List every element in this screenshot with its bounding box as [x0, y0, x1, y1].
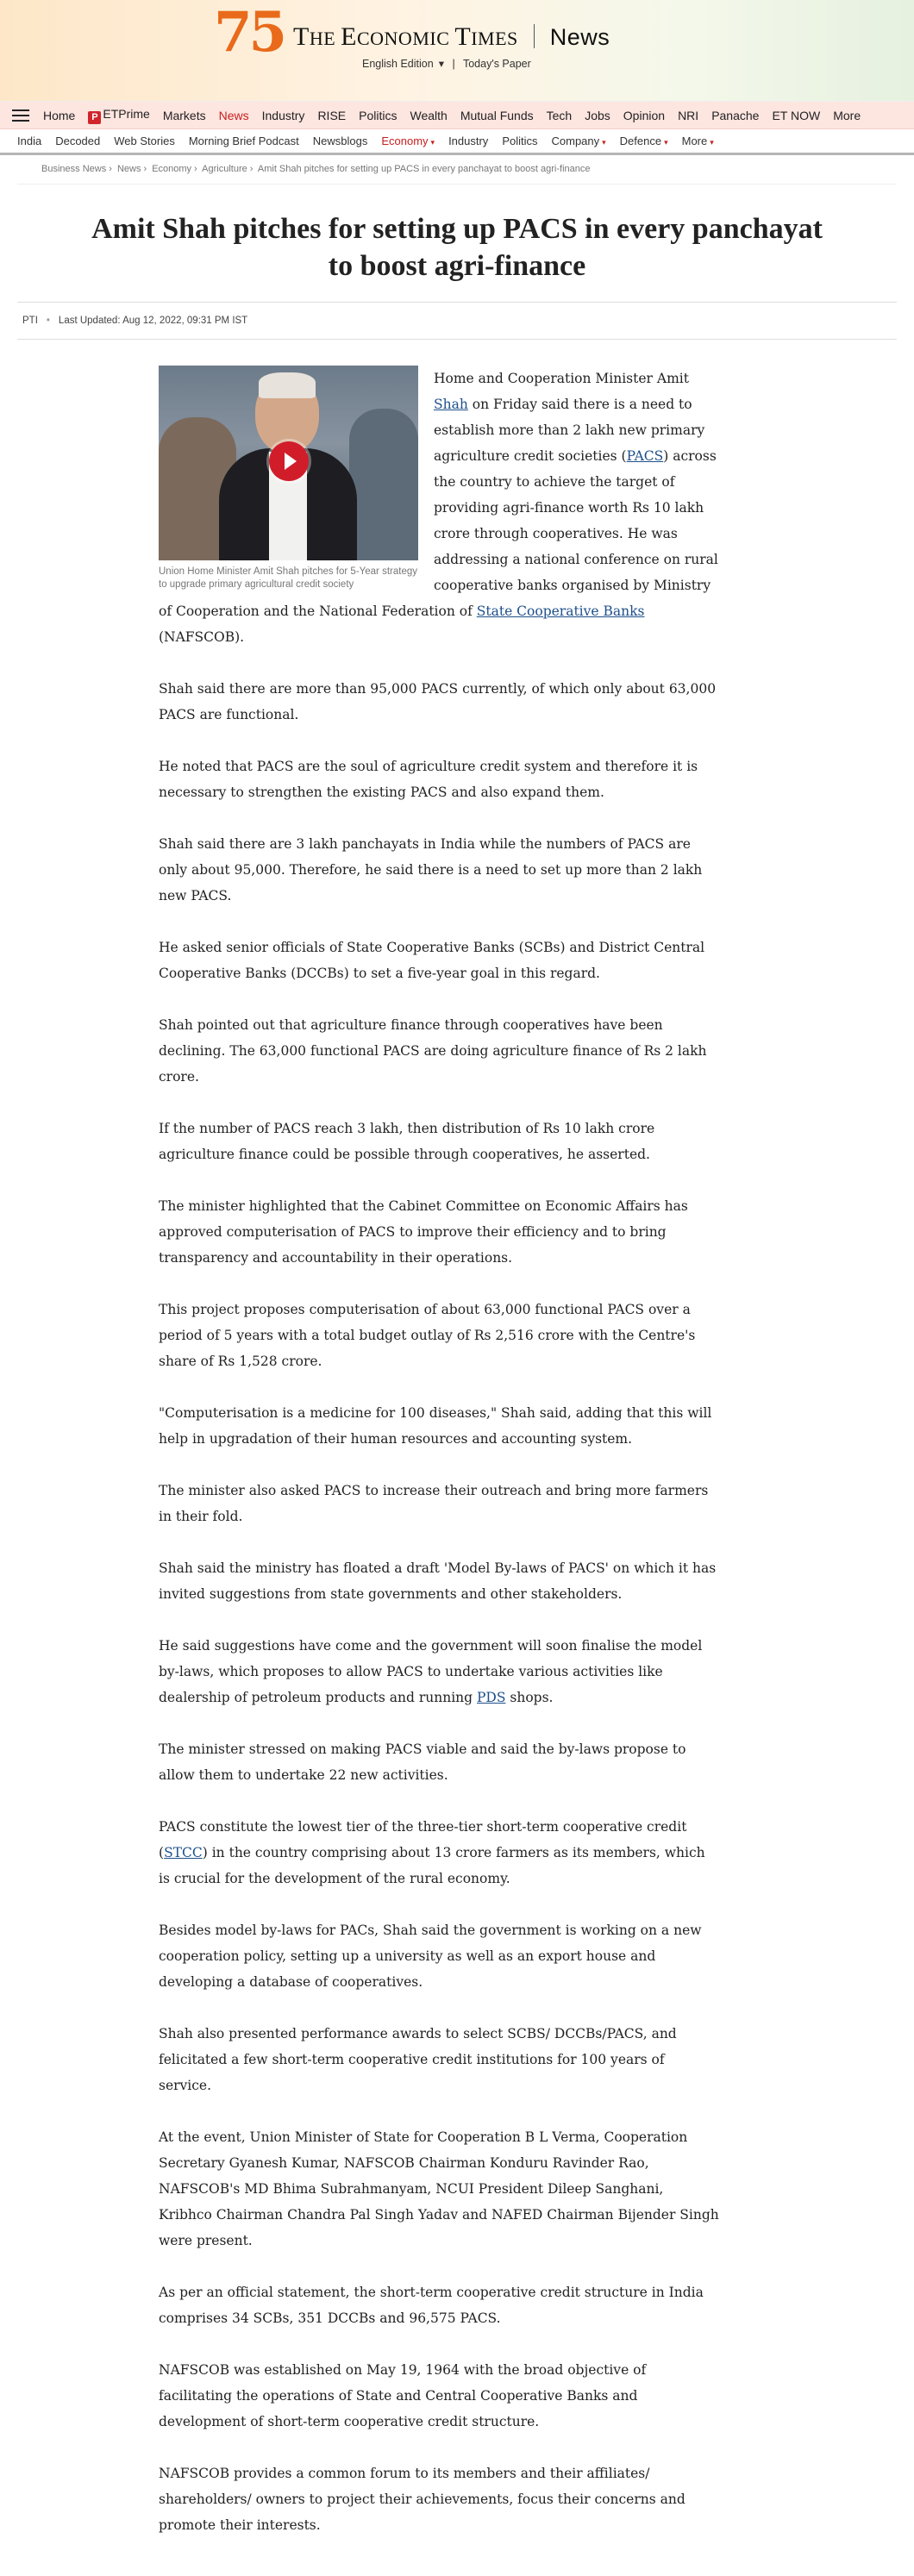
article-paragraph: The minister highlighted that the Cabinet Committee on Economic Affairs has approved computerisation of PACS to improve their efficiency and to bring transparency and accountability in their operations. — [159, 1198, 688, 1266]
link-shah[interactable]: Shah — [434, 397, 468, 412]
article-paragraph: He noted that PACS are the soul of agriculture credit system and therefore it is necessary to strengthen the existing PACS and also expand them. — [159, 759, 698, 800]
nav-item-tech[interactable]: Tech — [546, 108, 573, 122]
article-paragraph: At the event, Union Minister of State for Cooperation B L Verma, Cooperation Secretary Gyanesh Kumar, NAFSCOB Chairman Konduru Ravinder Rao, NAFSCOB's MD Bhima Subrahmanyam, NCUI President Dileep Sanghani, Kribhco Chairman Chandra Pal Singh Yadav and NAFED Chairman Bijender Singh were present. — [159, 2129, 719, 2248]
link-stcc[interactable]: STCC — [164, 1845, 203, 1860]
nav-item-et-now[interactable]: ET NOW — [772, 108, 821, 122]
nav-item-wealth[interactable]: Wealth — [410, 108, 448, 122]
article-paragraph: Shah said the ministry has floated a draft 'Model By-laws of PACS' on which it has invited suggestions from state governments and other stakeholders. — [159, 1560, 717, 1602]
wordmark-part: T — [454, 22, 472, 51]
article-body — [159, 366, 719, 2564]
wordmark-part: E — [341, 22, 357, 51]
article-paragraph: Shah pointed out that agriculture finance through cooperatives have been declining. The 63,000 functional PACS are doing agriculture finance of Rs 2 lakh crore. — [159, 1017, 707, 1085]
edition-bar — [362, 57, 536, 70]
breadcrumb-news[interactable]: News — [116, 164, 141, 174]
breadcrumb-separator: › — [249, 164, 254, 174]
nav-item-nri[interactable]: NRI — [678, 108, 699, 122]
nav-item-home[interactable]: Home — [43, 108, 76, 122]
nav-item-panache[interactable]: Panache — [711, 108, 760, 122]
article-paragraph: Besides model by-laws for PACs, Shah said the government is working on a new cooperation policy, setting up a university as well as an export house and developing a database of cooperatives. — [159, 1923, 702, 1990]
subnav-item-company-label: Company — [551, 134, 600, 147]
subnav-item-india[interactable]: India — [17, 134, 42, 147]
subnav-item-economy-label: Economy — [381, 134, 429, 147]
paragraph-text: He said suggestions have come and the government will soon finalise the model by-laws, which proposes to allow PACS to undertake various activities like dealership of petroleum products and running — [159, 1638, 703, 1705]
edition-selector[interactable]: English Edition — [362, 58, 434, 70]
lead-text: on Friday said there is a need to establish more than 2 lakh new primary agriculture credit societies ( — [434, 397, 705, 464]
wordmark-part: HE — [309, 28, 341, 49]
article-paragraph — [159, 1633, 719, 1710]
article-updated-time: Last Updated: Aug 12, 2022, 09:31 PM IST — [58, 316, 248, 326]
article-paragraph: "Computerisation is a medicine for 100 diseases," Shah said, adding that this will help in upgradation of their human resources and accounting system. — [159, 1405, 712, 1447]
hamburger-menu-icon[interactable] — [12, 109, 29, 122]
etprime-icon: P — [88, 111, 101, 124]
chevron-down-icon: ▾ — [664, 138, 668, 147]
article-headline: Amit Shah pitches for setting up PACS in every panchayat to boost agri-finance — [91, 213, 823, 282]
paragraph-text: PACS constitute the lowest tier of the three-tier short-term cooperative credit ( — [159, 1819, 687, 1860]
secondary-nav — [0, 129, 914, 155]
primary-nav — [0, 102, 914, 129]
subnav-item-more-label: More — [681, 134, 708, 147]
edition-divider: | — [452, 58, 455, 70]
link-pds[interactable]: PDS — [477, 1690, 506, 1705]
lead-text: ) across the country to achieve the target of providing agri-finance worth Rs 10 lakh crore through cooperatives. He was addressing a national conference on rural cooperative banks organised by Ministry of Cooperation and the National Federation of — [159, 448, 718, 619]
chevron-down-icon: ▾ — [438, 58, 444, 70]
subnav-item-company[interactable] — [552, 134, 606, 147]
wordmark-part: IMES — [471, 28, 518, 49]
article-paragraph: Shah said there are more than 95,000 PACS currently, of which only about 63,000 PACS are functional. — [159, 681, 717, 722]
nav-item-etprime[interactable] — [88, 107, 149, 124]
todays-paper-link[interactable]: Today's Paper — [462, 58, 531, 70]
subnav-item-more[interactable] — [682, 134, 714, 147]
article-paragraph: NAFSCOB provides a common forum to its members and their affiliates/ shareholders/ owners to project their achievements, focus their concerns and promote their interests. — [159, 2466, 686, 2533]
nav-item-more[interactable]: More — [833, 108, 861, 122]
breadcrumb-business-news[interactable]: Business News — [41, 164, 107, 174]
lead-text: Home and Cooperation Minister Amit — [434, 371, 689, 386]
article-source[interactable]: PTI — [22, 316, 38, 326]
wordmark-part: T — [293, 22, 310, 51]
nav-item-markets[interactable]: Markets — [162, 108, 206, 122]
nav-item-news[interactable]: News — [218, 108, 249, 122]
breadcrumb-separator: › — [143, 164, 147, 174]
paragraph-text: shops. — [505, 1690, 554, 1705]
chevron-down-icon: ▾ — [430, 138, 435, 147]
article-video-thumbnail[interactable] — [159, 366, 418, 560]
nav-item-mutual-funds[interactable]: Mutual Funds — [460, 108, 534, 122]
breadcrumb-economy[interactable]: Economy — [152, 164, 192, 174]
subnav-item-newsblogs[interactable]: Newsblogs — [312, 134, 368, 147]
et-wordmark[interactable] — [293, 22, 610, 52]
breadcrumb-separator: › — [194, 164, 197, 174]
section-name[interactable]: News — [549, 24, 610, 50]
subnav-item-economy[interactable] — [381, 134, 435, 147]
article-paragraph: Shah also presented performance awards to select SCBS/ DCCBs/PACS, and felicitated a few short-term cooperative credit institutions for 100 years of service. — [159, 2026, 677, 2093]
article-paragraph: The minister also asked PACS to increase their outreach and bring more farmers in their fold. — [159, 1483, 709, 1524]
breadcrumb-agriculture[interactable]: Agriculture — [202, 164, 247, 174]
article-paragraph: This project proposes computerisation of about 63,000 functional PACS over a period of 5 years with a total budget outlay of Rs 2,516 crore with the Centre's share of Rs 1,528 crore. — [159, 1302, 696, 1369]
subnav-item-industry[interactable]: Industry — [448, 134, 489, 147]
nav-item-opinion[interactable]: Opinion — [623, 108, 666, 122]
wordmark-divider — [534, 24, 535, 48]
et-75-logo[interactable] — [214, 0, 285, 65]
article-byline — [17, 302, 897, 340]
subnav-item-defence-label: Defence — [619, 134, 662, 147]
chevron-down-icon: ▾ — [710, 138, 714, 147]
nav-item-industry[interactable]: Industry — [261, 108, 305, 122]
play-icon[interactable] — [269, 441, 309, 481]
nav-item-rise[interactable]: RISE — [317, 108, 347, 122]
breadcrumb — [17, 155, 897, 184]
subnav-item-defence[interactable] — [620, 134, 668, 147]
nav-item-jobs[interactable]: Jobs — [585, 108, 610, 122]
article-media — [159, 366, 418, 591]
chevron-down-icon: ▾ — [602, 138, 606, 147]
breadcrumb-separator: › — [109, 164, 112, 174]
article-paragraph — [159, 1814, 719, 1891]
article-paragraph: The minister stressed on making PACS viable and said the by-laws propose to allow them to undertake 22 new activities. — [159, 1741, 686, 1783]
breadcrumb-current: Amit Shah pitches for setting up PACS in every panchayat to boost agri-finance — [257, 164, 591, 174]
subnav-item-decoded[interactable]: Decoded — [55, 134, 101, 147]
masthead — [0, 0, 914, 102]
article-paragraph: He asked senior officials of State Cooperative Banks (SCBs) and District Central Cooperative Banks (DCCBs) to set a five-year goal in this regard. — [159, 940, 705, 981]
subnav-item-web-stories[interactable]: Web Stories — [114, 134, 175, 147]
link-pacs[interactable]: PACS — [626, 448, 664, 464]
link-state-cooperative-banks[interactable]: State Cooperative Banks — [476, 603, 645, 619]
paragraph-text: ) in the country comprising about 13 crore farmers as its members, which is crucial for the development of the rural economy. — [159, 1845, 705, 1886]
wordmark-part: CONOMIC — [356, 28, 455, 49]
nav-item-politics[interactable]: Politics — [359, 108, 398, 122]
subnav-item-politics[interactable]: Politics — [502, 134, 538, 147]
article-paragraph: As per an official statement, the short-term cooperative credit structure in India comprises 34 SCBs, 351 DCCBs and 96,575 PACS. — [159, 2285, 704, 2326]
subnav-item-morning-brief[interactable]: Morning Brief Podcast — [188, 134, 299, 147]
logo-75-text: 75 — [214, 0, 285, 65]
article-paragraph: Shah said there are 3 lakh panchayats in India while the numbers of PACS are only about 95,000. Therefore, he said there is a need to set up more than 2 lakh new PACS. — [159, 836, 703, 903]
nav-item-etprime-label: ETPrime — [103, 106, 150, 121]
byline-separator: • — [46, 316, 50, 326]
lead-text: (NAFSCOB). — [159, 629, 245, 645]
article-paragraph: If the number of PACS reach 3 lakh, then distribution of Rs 10 lakh crore agriculture finance could be possible through cooperatives, he asserted. — [159, 1121, 655, 1162]
image-caption: Union Home Minister Amit Shah pitches for 5-Year strategy to upgrade primary agricultural credit society — [159, 566, 417, 590]
article-paragraph: NAFSCOB was established on May 19, 1964 with the broad objective of facilitating the operations of State and Central Cooperative Banks and development of short-term cooperative credit structure. — [159, 2362, 647, 2429]
